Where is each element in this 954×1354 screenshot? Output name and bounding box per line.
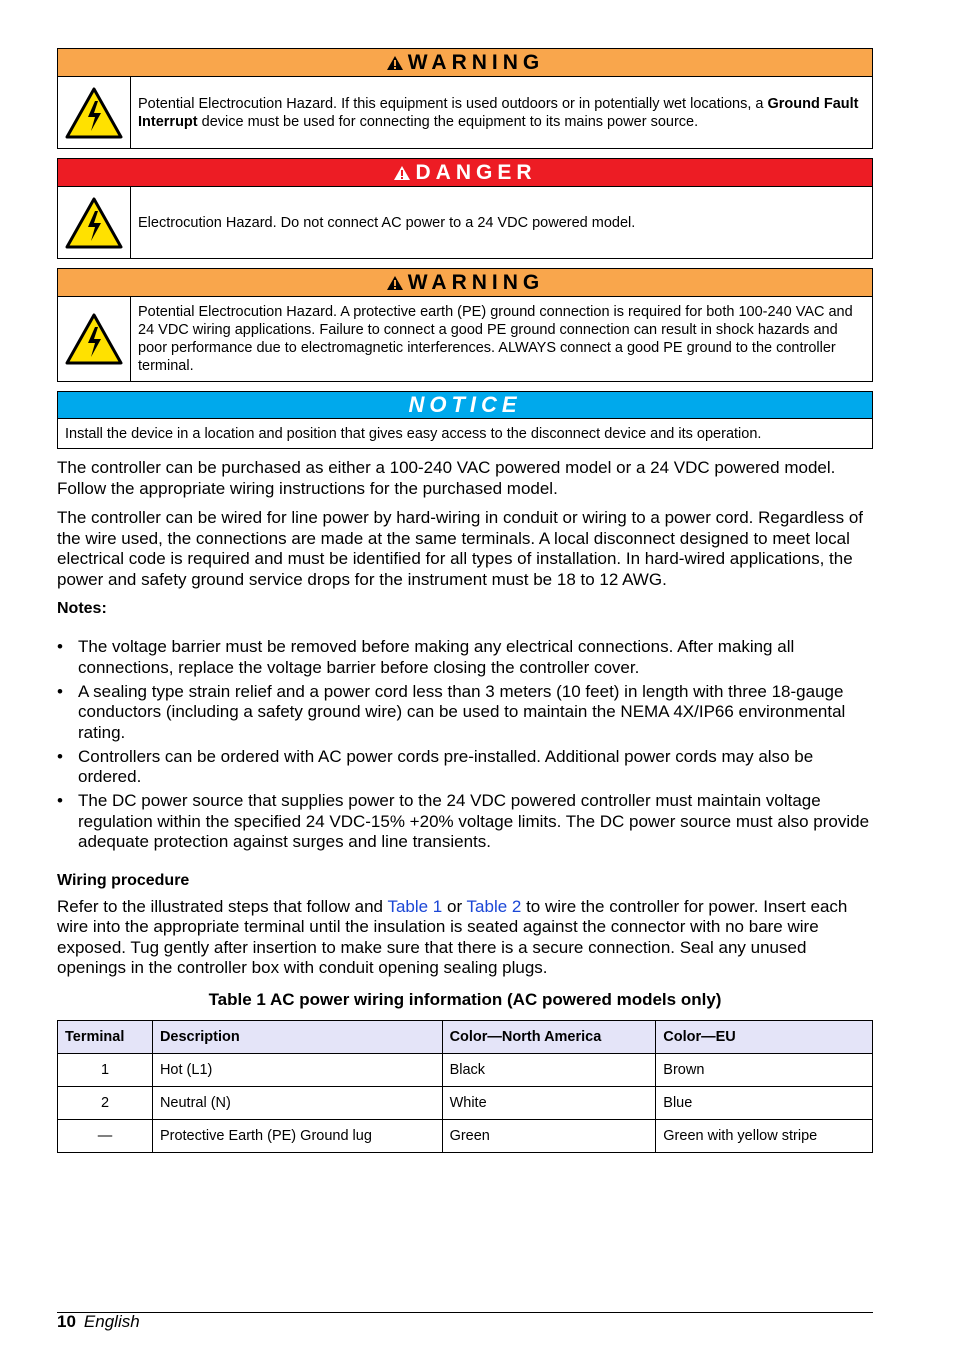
table-cell: — bbox=[58, 1119, 153, 1152]
warning-triangle-icon bbox=[386, 271, 404, 299]
column-header-terminal: Terminal bbox=[58, 1020, 153, 1053]
table-row bbox=[58, 1119, 873, 1152]
table-cell: Black bbox=[442, 1053, 656, 1086]
warning-text bbox=[131, 77, 872, 148]
danger-label: DANGER bbox=[415, 161, 537, 184]
notes-list bbox=[57, 637, 873, 853]
warning-box-pe-ground bbox=[57, 268, 873, 382]
notice-header: NOTICE bbox=[58, 392, 872, 419]
intro-paragraph: The controller can be purchased as either a 100-240 VAC powered model or a 24 VDC powered model. Follow the appropriate wiring instructions for the purchased model. bbox=[57, 458, 836, 498]
list-item bbox=[57, 747, 873, 788]
warning-text-end: device must be used for connecting the equipment to its mains power source. bbox=[197, 113, 699, 130]
wiring-text-2: or bbox=[442, 896, 467, 916]
column-header-color-north-america: Color—North America bbox=[442, 1020, 656, 1053]
table-cell: Protective Earth (PE) Ground lug bbox=[152, 1119, 442, 1152]
warning-header bbox=[58, 269, 872, 297]
page-footer bbox=[57, 1312, 140, 1332]
footer-divider bbox=[57, 1312, 873, 1313]
bullet-marker: • bbox=[57, 637, 63, 656]
warning-text: Potential Electrocution Hazard. A protective earth (PE) ground connection is required for both 100-240 VAC and 24 VDC wiring applications. Failure to connect a good PE ground connection can result in shock hazards and poor performance due to electromagnetic interferences. ALWAYS connect a good PE ground to the controller terminal. bbox=[138, 304, 853, 374]
list-item-text: The DC power source that supplies power to the 24 VDC powered controller must maintain voltage regulation within the specified 24 VDC-15% +20% voltage limits. The DC power source must also provide adequate protection against surges and line transients. bbox=[78, 791, 870, 851]
notes-label: Notes: bbox=[57, 600, 107, 617]
bullet-marker: • bbox=[57, 681, 63, 701]
warning-triangle-icon bbox=[386, 51, 404, 79]
column-header-description: Description bbox=[152, 1020, 442, 1053]
list-item-text: A sealing type strain relief and a power cord less than 3 meters (10 feet) in length with three 18-gauge conductors (including a safety ground wire) can be used to maintain the NEMA 4X/IP66 environmental rating. bbox=[78, 681, 846, 742]
warning-box-ground-fault bbox=[57, 48, 873, 149]
wiring-text-1: Refer to the illustrated steps that follow and bbox=[57, 896, 388, 916]
page-number: 10 bbox=[57, 1312, 76, 1331]
table-row bbox=[58, 1053, 873, 1086]
table-cell: Brown bbox=[656, 1053, 873, 1086]
danger-text: Electrocution Hazard. Do not connect AC power to a 24 VDC powered model. bbox=[138, 214, 636, 231]
electrocution-hazard-icon bbox=[58, 77, 131, 148]
table-cell: Neutral (N) bbox=[152, 1086, 442, 1119]
electrocution-hazard-icon bbox=[58, 297, 131, 381]
table-row bbox=[58, 1086, 873, 1119]
warning-label: WARNING bbox=[407, 271, 545, 294]
table-header-row bbox=[58, 1020, 873, 1053]
danger-box-ac-power bbox=[57, 158, 873, 259]
wiring-options-paragraph: The controller can be wired for line power by hard-wiring in conduit or wiring to a power cord. Regardless of the wire used, the connections are made at the same terminals. A local disconnect designed to meet local electrical code is required and must be identified for all types of installation. In hard-wired applications, the power and safety ground service drops for the instrument must be 18 to 12 AWG. bbox=[57, 508, 863, 589]
table-cell: Green bbox=[442, 1119, 656, 1152]
column-header-color-eu: Color—EU bbox=[656, 1020, 873, 1053]
table-cell: 1 bbox=[58, 1053, 153, 1086]
table-cell: Hot (L1) bbox=[152, 1053, 442, 1086]
warning-text-start: Potential Electrocution Hazard. If this equipment is used outdoors or in potentially wet locations, a bbox=[138, 95, 768, 112]
list-item bbox=[57, 791, 873, 853]
wiring-procedure-paragraph bbox=[57, 897, 873, 979]
list-item bbox=[57, 682, 873, 744]
notice-box bbox=[57, 391, 873, 449]
wiring-text-3: to wire the controller for power. Insert each wire into the appropriate terminal until the insulation is seated against the connector with no bare wire exposed. Tug gently after insertion to make sure that there is a secure connection. Seal any unused openings in the controller box with conduit opening sealing plugs. bbox=[57, 896, 848, 977]
link-table-2[interactable]: Table 2 bbox=[466, 896, 522, 916]
electrocution-hazard-icon bbox=[58, 187, 131, 258]
danger-header bbox=[58, 159, 872, 187]
list-item-text: Controllers can be ordered with AC power cords pre-installed. Additional power cords may also be ordered. bbox=[78, 746, 814, 786]
ac-wiring-table bbox=[57, 1020, 873, 1153]
list-item bbox=[57, 637, 873, 678]
footer-language: English bbox=[83, 1312, 140, 1331]
warning-triangle-icon bbox=[393, 161, 411, 189]
table-cell: Green with yellow stripe bbox=[656, 1119, 873, 1152]
bullet-marker: • bbox=[57, 791, 63, 810]
table-cell: Blue bbox=[656, 1086, 873, 1119]
table-cell: 2 bbox=[58, 1086, 153, 1119]
table-caption: Table 1 AC power wiring information (AC powered models only) bbox=[208, 989, 722, 1009]
manual-page bbox=[57, 48, 873, 1153]
list-item-text: The voltage barrier must be removed before making any electrical connections. After making all connections, replace the voltage barrier before closing the controller cover. bbox=[78, 637, 795, 677]
warning-text-bold: Ground Fault Interrupt bbox=[138, 95, 859, 130]
warning-header bbox=[58, 49, 872, 77]
warning-label: WARNING bbox=[407, 51, 545, 74]
table-cell: White bbox=[442, 1086, 656, 1119]
bullet-marker: • bbox=[57, 746, 63, 766]
link-table-1[interactable]: Table 1 bbox=[387, 896, 443, 916]
section-heading-wiring-procedure: Wiring procedure bbox=[57, 871, 190, 889]
notice-text: Install the device in a location and position that gives easy access to the disconnect device and its operation. bbox=[65, 426, 762, 442]
